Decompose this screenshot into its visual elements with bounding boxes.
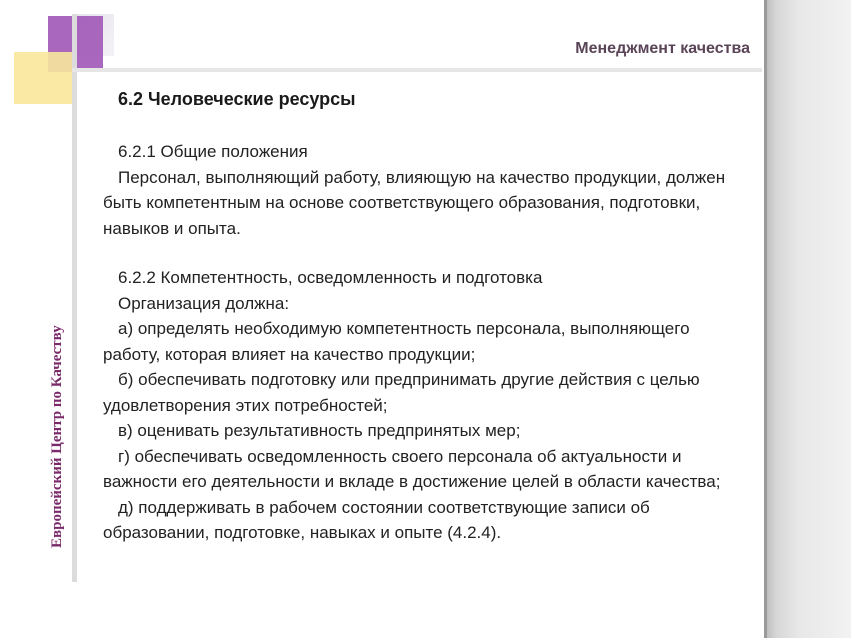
vertical-side-text: Европейский Центр по Качеству [49, 325, 65, 548]
general-text: Персонал, выполняющий работу, влияющую на качество продукции, должен быть компетентным на основе соответствующего образования, подготовки, навыков и опыта. [103, 167, 726, 238]
decor-right-bar [764, 0, 851, 638]
competence-intro: Организация должна: [118, 293, 290, 313]
list-item: в) оценивать результативность предпринятых мер; [118, 421, 521, 440]
general-block [103, 139, 733, 241]
competence-block [103, 265, 733, 546]
list-item: г) обеспечивать осведомленность своего персонала об актуальности и важности его деятельности и вкладе в достижение целей в области качества; [103, 446, 721, 491]
competence-title: 6.2.2 Компетентность, осведомленность и подготовка [118, 268, 543, 287]
list-item: а) определять необходимую компетентность персонала, выполняющего работу, которая влияет на качество продукции; [103, 319, 690, 364]
decor-horizontal-line [72, 68, 762, 72]
general-title: 6.2.1 Общие положения [118, 142, 308, 161]
list-item: б) обеспечивать подготовку или предпринимать другие действия с целью удовлетворения этих потребностей; [103, 370, 700, 415]
header-title: Менеджмент качества [575, 40, 750, 57]
list-item: д) поддерживать в рабочем состоянии соответствующие записи об образовании, подготовке, навыках и опыте (4.2.4). [103, 497, 650, 542]
section-heading: 6.2 Человеческие ресурсы [118, 89, 356, 109]
decor-vertical-line [72, 14, 77, 582]
decor-yellow-square [14, 52, 74, 104]
